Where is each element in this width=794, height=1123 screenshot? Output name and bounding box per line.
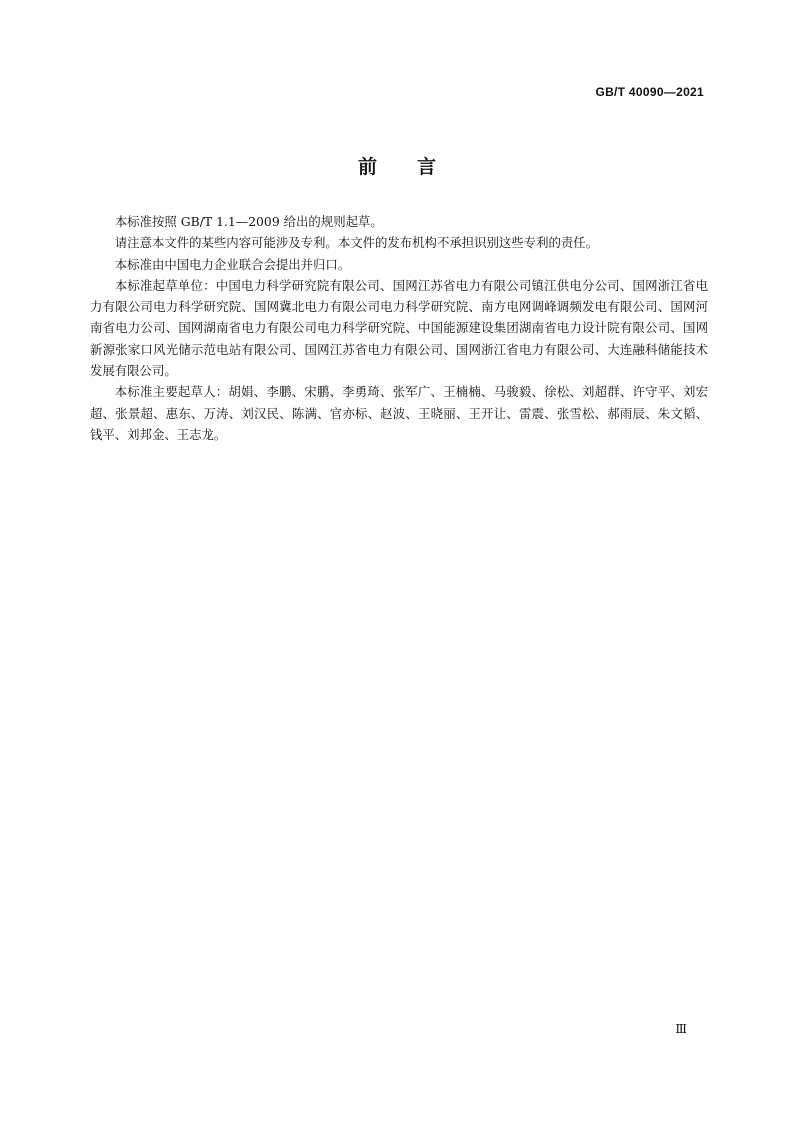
- page-title-char-1: 前: [357, 156, 377, 178]
- page-number: Ⅲ: [675, 1022, 687, 1036]
- foreword-body: [90, 211, 708, 445]
- paragraph-drafting-rules: 本标准按照 GB/T 1.1—2009 给出的规则起草。: [114, 214, 383, 229]
- paragraph-drafters: 本标准主要起草人：胡娟、李鹏、宋鹏、李勇琦、张军广、王楠楠、马骏毅、徐松、刘超群、许守平、刘宏超、张景超、惠东、万涛、刘汉民、陈满、官亦标、赵波、王晓丽、王开让、雷震、张雪松、郝雨辰、朱文韬、钱平、刘邦金、王志龙。: [90, 384, 708, 442]
- page-title: [0, 152, 794, 179]
- paragraph-patent-notice: 请注意本文件的某些内容可能涉及专利。本文件的发布机构不承担识别这些专利的责任。: [114, 235, 599, 251]
- paragraph-drafting-units: 本标准起草单位：中国电力科学研究院有限公司、国网江苏省电力有限公司镇江供电分公司、国网浙江省电力有限公司电力科学研究院、国网冀北电力有限公司电力科学研究院、南方电网调峰调频发电有限公司、国网河南省电力公司、国网湖南省电力有限公司电力科学研究院、中国能源建设集团湖南省电力设计院有限公司、国网新源张家口风光储示范电站有限公司、国网江苏省电力有限公司、国网浙江省电力有限公司、大连融科储能技术发展有限公司。: [90, 277, 708, 379]
- page-title-char-2: 言: [417, 156, 437, 178]
- paragraph-proposer: 本标准由中国电力企业联合会提出并归口。: [114, 256, 351, 272]
- standard-number-header: GB/T 40090—2021: [595, 85, 704, 99]
